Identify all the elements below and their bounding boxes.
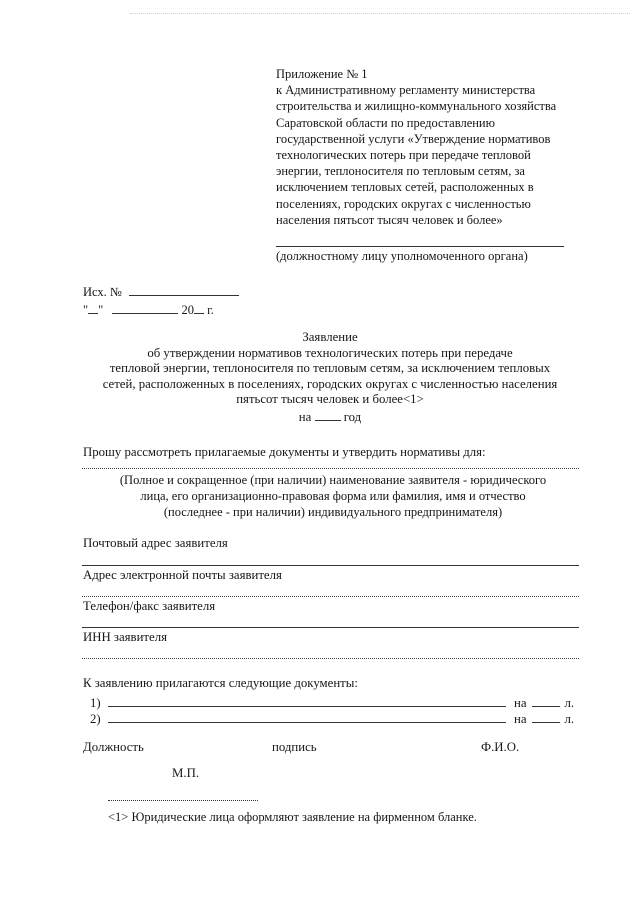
inn-blank-line[interactable] <box>82 658 579 659</box>
title-line: пятьсот тысяч человек и более<1> <box>236 392 424 407</box>
inn-label: ИНН заявителя <box>83 630 167 644</box>
date-month-blank[interactable] <box>112 301 178 314</box>
appendix-line: технологических потерь при передаче тепловой <box>276 148 531 163</box>
appendix-line: Саратовской области по предоставлению <box>276 115 495 130</box>
footnote-text: <1> Юридические лица оформляют заявление на фирменном бланке. <box>108 810 477 824</box>
applicant-caption-line: лица, его организационно-правовая форма или фамилия, имя и отчество <box>140 489 526 504</box>
scan-artifact-line <box>130 13 630 14</box>
request-text: Прошу рассмотреть прилагаемые документы и утвердить нормативы для: <box>83 445 486 459</box>
footnote-separator <box>108 800 258 801</box>
email-blank-line[interactable] <box>82 596 579 597</box>
document-pages-prefix: на <box>514 712 527 726</box>
document-pages-prefix: на <box>514 696 527 710</box>
date-year-suffix: г. <box>207 303 214 317</box>
addressee-blank-line[interactable] <box>276 246 564 247</box>
appendix-line: поселениях, городских округах с численностью <box>276 196 531 211</box>
date-year-blank[interactable] <box>194 301 204 314</box>
phone-fax-blank-line[interactable] <box>82 627 579 628</box>
outgoing-number-blank[interactable] <box>129 283 239 296</box>
date-quote-open: " <box>83 303 89 317</box>
date-quote-close: " <box>98 303 104 317</box>
appendix-header <box>276 66 606 228</box>
title-line: об утверждении нормативов технологических потерь при передаче <box>147 345 513 360</box>
document-item <box>90 695 574 711</box>
postal-address-label: Почтовый адрес заявителя <box>83 536 228 550</box>
date-day-blank[interactable] <box>88 301 98 314</box>
addressee-caption: (должностному лицу уполномоченного органа) <box>276 249 528 263</box>
email-label: Адрес электронной почты заявителя <box>83 568 282 582</box>
title-year-prefix: на <box>298 409 312 424</box>
postal-address-blank-line[interactable] <box>82 565 579 566</box>
document-number: 1) <box>90 696 101 710</box>
appendix-line: строительства и жилищно-коммунального хозяйства <box>276 99 557 114</box>
applicant-caption-line: (Полное и сокращенное (при наличии) наименование заявителя - юридического <box>119 473 547 487</box>
title-heading: Заявление <box>302 330 358 344</box>
appendix-line: энергии, теплоносителя по тепловым сетям, за <box>276 164 525 179</box>
application-title <box>80 330 580 426</box>
title-year-suffix: год <box>343 409 362 424</box>
position-label: Должность <box>83 740 144 754</box>
appendix-line: исключением тепловых сетей, расположенных в <box>276 180 534 195</box>
applicant-caption <box>83 472 583 521</box>
appendix-line: Приложение № 1 <box>276 67 368 81</box>
outgoing-date-row <box>83 301 239 319</box>
document-pages-suffix: л. <box>564 712 575 726</box>
applicant-name-blank-line[interactable] <box>82 468 579 469</box>
outgoing-number-block <box>83 283 239 319</box>
document-pages-blank[interactable] <box>532 711 560 723</box>
document-number: 2) <box>90 712 101 726</box>
document-item <box>90 711 574 727</box>
title-year-row <box>80 408 580 426</box>
document-name-blank[interactable] <box>108 711 506 723</box>
appendix-line: к Административному регламенту министерства <box>276 83 536 98</box>
signature-label: подпись <box>272 740 317 754</box>
document-name-blank[interactable] <box>108 695 506 707</box>
outgoing-number-row <box>83 283 239 301</box>
title-line: тепловой энергии, теплоносителя по тепловым сетям, за исключением тепловых <box>109 361 551 376</box>
document-pages-blank[interactable] <box>532 695 560 707</box>
document-pages-suffix: л. <box>564 696 575 710</box>
appendix-line: населения пятьсот тысяч человек и более» <box>276 212 503 227</box>
title-line: сетей, расположенных в поселениях, городских округах с численностью населения <box>102 376 558 391</box>
applicant-caption-line: (последнее - при наличии) индивидуального предпринимателя) <box>163 505 503 520</box>
stamp-placeholder: М.П. <box>172 766 200 780</box>
title-year-blank[interactable] <box>315 408 341 421</box>
outgoing-number-label: Исх. № <box>83 285 122 299</box>
date-year-prefix: 20 <box>181 303 194 317</box>
documents-intro: К заявлению прилагаются следующие документы: <box>83 676 358 690</box>
phone-fax-label: Телефон/факс заявителя <box>83 599 216 613</box>
appendix-line: государственной услуги «Утверждение нормативов <box>276 131 551 146</box>
full-name-label: Ф.И.О. <box>481 740 520 754</box>
